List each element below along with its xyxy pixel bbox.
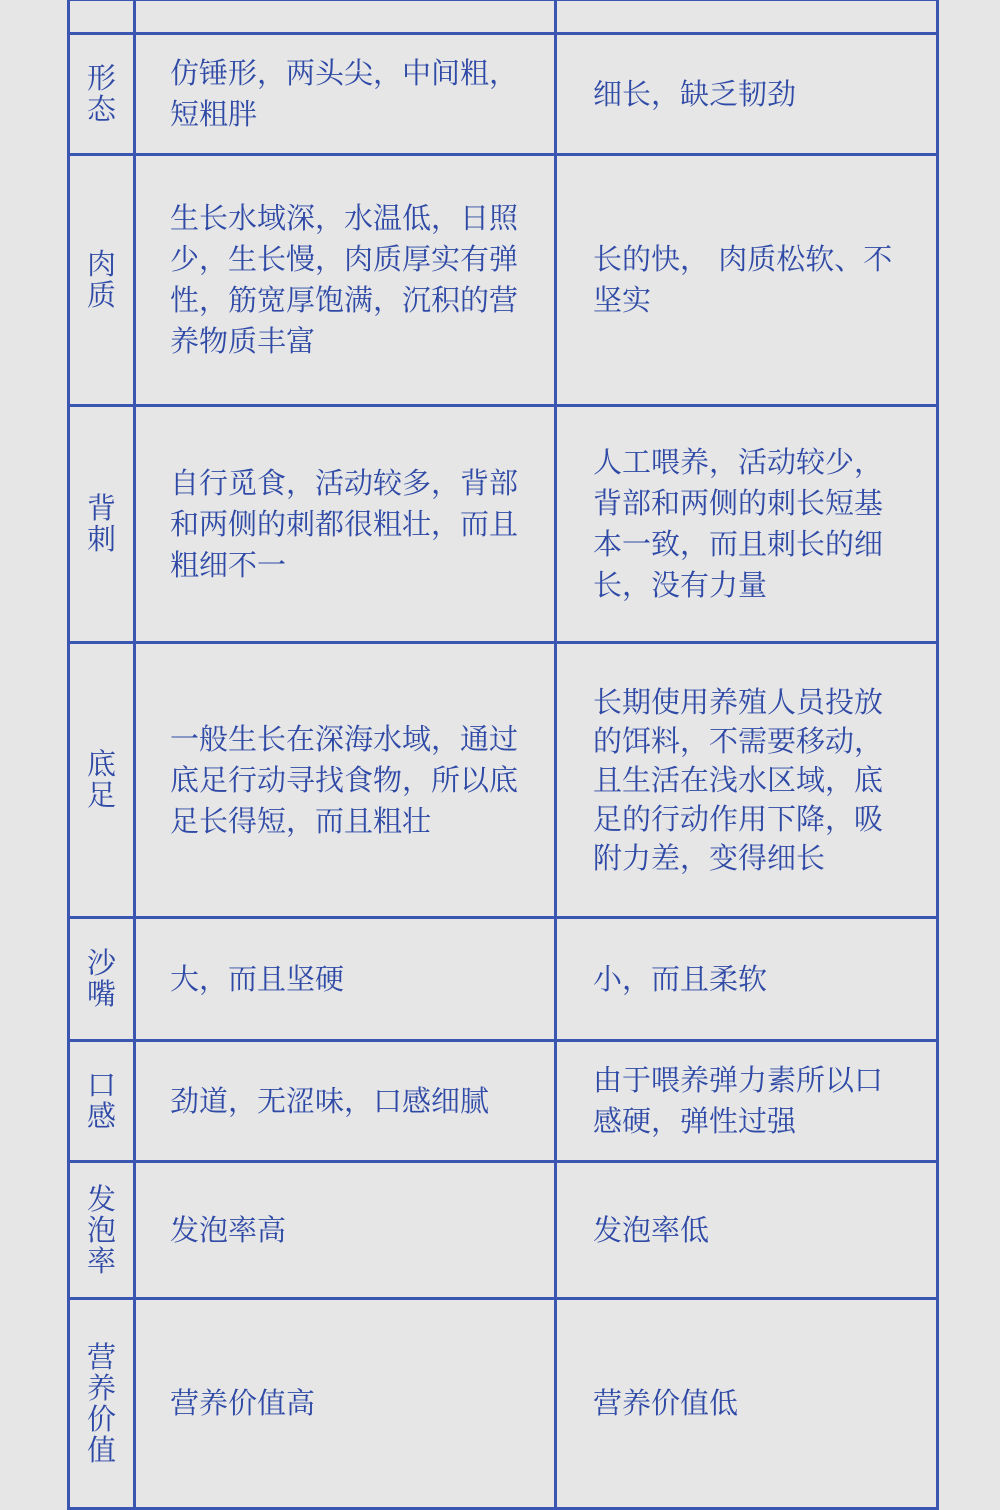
row-label-taste: 口感 xyxy=(86,1068,116,1133)
farmed-cell xyxy=(556,918,938,1041)
sea-cucumber-comparison-table xyxy=(67,0,939,1510)
wild-cell xyxy=(135,918,556,1041)
farmed-spines-text: 人工喂养，活动较少，背部和两侧的刺长短基本一致，而且刺长的细长，没有力量 xyxy=(593,445,884,602)
wild-flesh-text: 生长水域深，水温低，日照少，生长慢，肉质厚实有弹性，筋宽厚饱满，沉积的营养物质丰富 xyxy=(170,201,519,358)
wild-sand-mouth-text: 大，而且坚硬 xyxy=(170,961,345,996)
wild-tube-feet-text: 一般生长在深海水域，通过底足行动寻找食物，所以底足长得短，而且粗壮 xyxy=(170,721,519,838)
row-label-cell xyxy=(69,1162,135,1299)
wild-shape-text: 仿锤形，两头尖，中间粗，短粗胖 xyxy=(170,56,519,131)
row-label-cell xyxy=(69,34,135,155)
farmed-flesh-text: 长的快， 肉质松软、不坚实 xyxy=(593,242,893,317)
farmed-cell xyxy=(556,34,938,155)
row-label-cell xyxy=(69,1041,135,1162)
row-label-flesh: 肉质 xyxy=(86,247,116,312)
row-label-cell xyxy=(69,918,135,1041)
wild-cell xyxy=(135,0,556,34)
row-label-cell xyxy=(69,0,135,34)
row-label-cell xyxy=(69,1299,135,1509)
row-label-cell xyxy=(69,643,135,918)
farmed-nutrition-text: 营养价值低 xyxy=(593,1386,739,1420)
wild-spines-text: 自行觅食，活动较多，背部和两侧的刺都很粗壮，而且粗细不一 xyxy=(170,465,519,582)
comparison-table-container xyxy=(67,0,936,1510)
wild-cell xyxy=(135,406,556,643)
table-row xyxy=(69,0,938,34)
wild-cell xyxy=(135,155,556,406)
row-label-nutrition: 营养价值 xyxy=(86,1339,116,1467)
row-label-expansion: 发泡率 xyxy=(86,1181,116,1278)
row-label-cell xyxy=(69,406,135,643)
table-row xyxy=(69,1162,938,1299)
row-label-shape: 形态 xyxy=(86,61,116,126)
table-row xyxy=(69,1041,938,1162)
farmed-cell xyxy=(556,643,938,918)
wild-cell xyxy=(135,34,556,155)
table-row xyxy=(69,34,938,155)
farmed-cell xyxy=(556,155,938,406)
wild-nutrition-text: 营养价值高 xyxy=(170,1386,316,1420)
wild-cell xyxy=(135,1162,556,1299)
farmed-cell xyxy=(556,406,938,643)
farmed-shape-text: 细长，缺乏韧劲 xyxy=(593,76,797,111)
table-row xyxy=(69,1299,938,1509)
row-label-cell xyxy=(69,155,135,406)
wild-cell xyxy=(135,1299,556,1509)
row-label-tube-feet: 底足 xyxy=(86,747,116,812)
wild-cell xyxy=(135,1041,556,1162)
farmed-cell xyxy=(556,1162,938,1299)
table-row xyxy=(69,406,938,643)
farmed-cell xyxy=(556,0,938,34)
table-row xyxy=(69,918,938,1041)
table-row xyxy=(69,643,938,918)
wild-expansion-text: 发泡率高 xyxy=(170,1212,287,1247)
farmed-sand-mouth-text: 小，而且柔软 xyxy=(593,961,768,996)
farmed-expansion-text: 发泡率低 xyxy=(593,1212,710,1247)
row-label-sand-mouth: 沙嘴 xyxy=(86,946,116,1011)
wild-taste-text: 劲道，无涩味，口感细腻 xyxy=(170,1083,490,1118)
farmed-tube-feet-text: 长期使用养殖人员投放的饵料，不需要移动，且生活在浅水区域，底足的行动作用下降，吸附力差，变得细长 xyxy=(593,684,884,875)
farmed-cell xyxy=(556,1299,938,1509)
farmed-cell xyxy=(556,1041,938,1162)
table-row xyxy=(69,155,938,406)
farmed-taste-text: 由于喂养弹力素所以口感硬，弹性过强 xyxy=(593,1063,884,1138)
row-label-spines: 背刺 xyxy=(86,491,116,556)
wild-cell xyxy=(135,643,556,918)
